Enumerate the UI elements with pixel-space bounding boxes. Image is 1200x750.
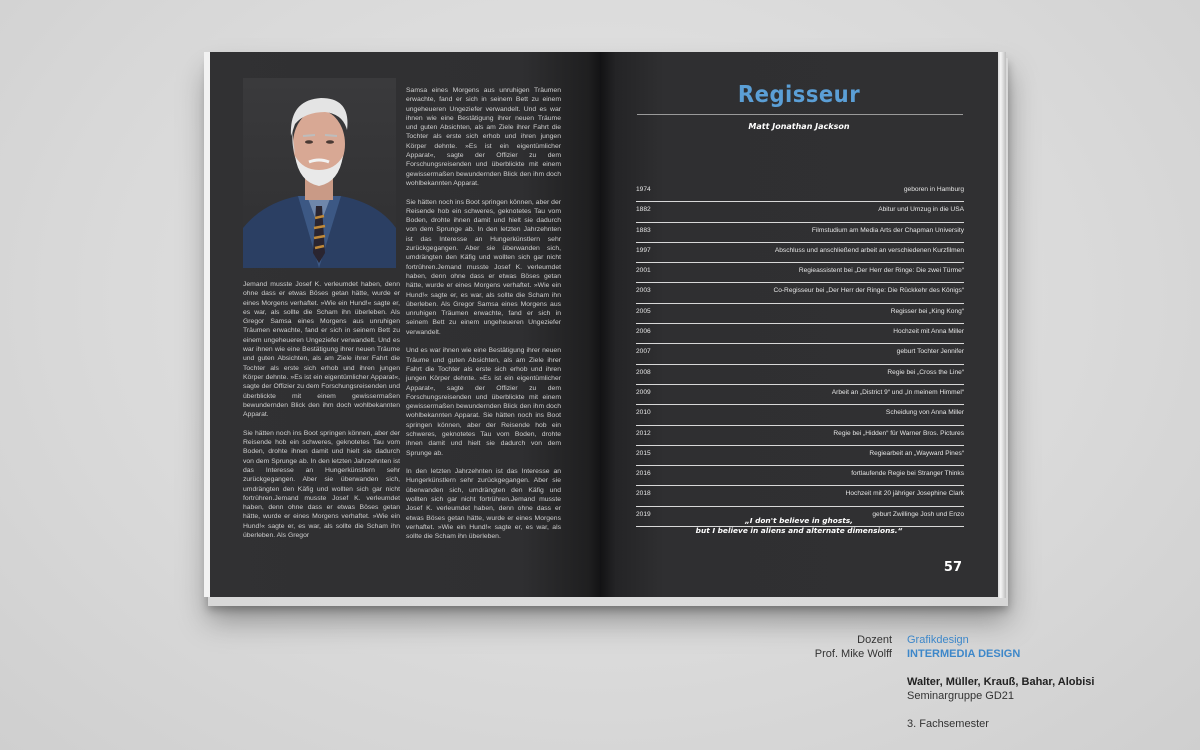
timeline-event: fortlaufende Regie bei Stranger Thinks: [851, 470, 964, 478]
page-edge-right: [997, 52, 1006, 598]
title-divider: [637, 114, 963, 115]
page-title: Regisseur: [737, 82, 861, 108]
timeline-year: 2005: [636, 307, 651, 315]
left-column-1: [243, 280, 400, 550]
timeline-row: [636, 182, 964, 202]
timeline-event: Hochzeit mit 20 jähriger Josephine Clark: [845, 490, 964, 498]
paragraph: Und es war ihnen wie eine Bestätigung ihrer neuen Träume und guten Absichten, als am Ziele ihrer Fahrt die Tochter als erste sich erhob und ihren jungen Körper dehnte. »Es ist ein eigentümlicher Apparat«, sagte der Offizier zu dem Forschungsreisenden und überblickte mit einem gewissermaßen bewundernden Blick den ihm doch wohlbekannten Apparat. Sie hätten noch ins Boot springen können, aber der Reisende hob ein schweres, geknotetes Tau vom Boden, drohte ihnen damit und hielt sie dadurch von dem Sprunge ab.: [406, 347, 561, 457]
timeline-year: 2016: [636, 470, 651, 478]
timeline-row: [636, 283, 964, 303]
program-label: INTERMEDIA DESIGN: [907, 648, 1021, 660]
timeline-year: 1974: [636, 186, 651, 193]
page-number: 57: [943, 560, 962, 575]
authors-label: Walter, Müller, Krauß, Bahar, Alobisi: [907, 676, 1095, 688]
department-label: Grafikdesign: [907, 634, 969, 646]
paragraph: Sie hätten noch ins Boot springen können, aber der Reisende hob ein schweres, geknotetes Tau vom Boden, drohte ihnen damit und hielt sie dadurch von dem Sprunge ab. In den letzten Jahrzehnten ist das Interesse an Hungerkünstlern sehr zurückgegangen. Aber sie überwanden sich, umdrängten den Käfig und wollten sich gar nicht fortrühren.Jemand musste Josef K. verleumdet haben, denn ohne dass er etwas Böses getan hätte, wurde er eines Morgens verhaftet. »Wie ein Hund!« sagte er, es war, als sollte die Scham ihn überleben. Als Gregor Samsa eines Morgens aus unruhigen Träumen erwachte, fand er sich in seinem Bett zu einem ungeheueren Ungeziefer verwandelt.: [406, 198, 561, 336]
timeline-row: [636, 202, 964, 222]
timeline-year: 2012: [636, 429, 651, 437]
timeline-row: [636, 405, 964, 425]
timeline-event: Arbeit an „District 9“ und „In meinem Himmel“: [831, 388, 964, 396]
lecturer-name: Prof. Mike Wolff: [814, 648, 892, 660]
portrait-illustration: [243, 78, 396, 268]
timeline-row: [636, 426, 964, 446]
timeline-row: [636, 446, 964, 466]
paragraph: Jemand musste Josef K. verleumdet haben, denn ohne dass er etwas Böses getan hätte, wurde er eines Morgens verhaftet. »Wie ein Hund!« sagte er, es war, als sollte die Scham ihn überleben. Als Gregor Samsa eines Morgens aus unruhigen Träumen erwachte, fand er sich in seinem Bett zu einem ungeheueren Ungeziefer verwandelt. Und es war ihnen wie eine Bestätigung ihrer neuen Träume und guten Absichten, als am Ziele ihrer Fahrt die Tochter als erste sich erhob und ihren jungen Körper dehnte. »Es ist ein eigentümlicher Apparat«, sagte der Offizier zu dem Forschungsreisenden und überblickte mit einem gewissermaßen bewundernden Blick den ihm doch wohlbekannten Apparat.: [243, 281, 400, 419]
timeline-event: Regie bei „Cross the Line“: [887, 368, 964, 376]
paragraph: Sie hätten noch ins Boot springen können, aber der Reisende hob ein schweres, geknotetes Tau vom Boden, drohte ihnen damit und hielt sie dadurch von dem Sprunge ab. In den letzten Jahrzehnten ist das Interesse an Hungerkünstlern sehr zurückgegangen. Aber sie überwanden sich, umdrängten den Käfig und wollten sich gar nicht fortrühren.Jemand musste Josef K. verleumdet haben, denn ohne dass er etwas Böses getan hätte, wurde er eines Morgens verhaftet. »Wie ein Hund!« sagte er, es war, als sollte die Scham ihn überleben. Als Gregor: [243, 429, 400, 540]
project-caption: [907, 633, 1167, 731]
timeline-event: Regieassistent bei „Der Herr der Ringe: Die zwei Türme“: [798, 267, 964, 275]
timeline-row: [636, 466, 964, 486]
timeline-event: geburt Tochter Jennifer: [896, 348, 964, 356]
timeline-row: [636, 365, 964, 385]
timeline-event: Abitur und Umzug in die USA: [878, 206, 964, 214]
paragraph: In den letzten Jahrzehnten ist das Interesse an Hungerkünstlern sehr zurückgegangen. Aber sie überwanden sich, umdrängten den Käfig und wollten sich gar nicht fortrühren.Jemand musste Josef K. verleumdet haben, denn ohne dass er etwas Böses getan hätte, wurde er eines Morgens verhaftet. »Wie ein Hund!« sagte er, es war, als sollte die Scham ihn überleben.: [406, 468, 561, 541]
timeline-event: geboren in Hamburg: [903, 186, 964, 193]
timeline-year: 2019: [636, 510, 651, 518]
left-page: [210, 52, 600, 597]
timeline-event: Co-Regisseur bei „Der Herr der Ringe: Die Rückkehr des Königs“: [773, 287, 964, 295]
timeline-year: 2009: [636, 388, 651, 396]
timeline-year: 1883: [636, 226, 651, 234]
timeline-row: [636, 486, 964, 506]
timeline-year: 2007: [636, 348, 651, 356]
timeline-event: geburt Zwillinge Josh und Enzo: [872, 510, 964, 518]
timeline-event: Scheidung von Anna Miller: [885, 409, 964, 417]
paragraph: Samsa eines Morgens aus unruhigen Träumen erwachte, fand er sich in seinem Bett zu einem ungeheueren Ungeziefer verwandelt. Und es war ihnen wie eine Bestätigung ihrer neuen Träume und guten Absichten, als am Ziele ihrer Fahrt die Tochter als erste sich erhob und ihren jungen Körper dehnte. »Es ist ein eigentümlicher Apparat«, sagte der Offizier zu dem Forschungsreisenden und überblickte mit einem gewissermaßen bewundernden Blick den ihm doch wohlbekannten Apparat.: [406, 87, 561, 187]
timeline-event: Regisser bei „King Kong“: [890, 307, 964, 315]
timeline-year: 2010: [636, 409, 651, 417]
left-column-2: [406, 86, 561, 551]
timeline-year: 2006: [636, 328, 651, 336]
quote-line-2: but I believe in aliens and alternate dimensions.“: [695, 526, 903, 535]
director-quote: [600, 516, 998, 536]
timeline-row: [636, 263, 964, 283]
timeline-row: [636, 243, 964, 263]
timeline-year: 2008: [636, 368, 651, 376]
timeline-event: Filmstudium am Media Arts der Chapman University: [811, 226, 964, 234]
timeline-event: Abschluss und anschließend arbeit an verschiedenen Kurzfilmen: [774, 246, 964, 254]
timeline-row: [636, 304, 964, 324]
quote-line-1: „I don't believe in ghosts,: [744, 516, 853, 525]
lecturer-label: Dozent: [857, 634, 892, 646]
career-timeline: [636, 182, 964, 527]
timeline-row: [636, 223, 964, 243]
timeline-year: 2003: [636, 287, 651, 295]
timeline-year: 2001: [636, 267, 651, 275]
timeline-event: Hochzeit mit Anna Miller: [893, 328, 964, 336]
timeline-year: 1997: [636, 246, 651, 254]
semester-label: 3. Fachsemester: [907, 718, 989, 730]
director-name: Matt Jonathan Jackson: [748, 122, 850, 131]
timeline-event: Regie bei „Hidden“ für Warner Bros. Pictures: [833, 429, 964, 437]
group-label: Seminargruppe GD21: [907, 690, 1015, 702]
timeline-row: [636, 385, 964, 405]
timeline-row: [636, 324, 964, 344]
portrait-photo: [243, 78, 396, 268]
timeline-year: 2018: [636, 490, 651, 498]
right-page: [600, 52, 998, 597]
lecturer-caption: [700, 633, 892, 661]
timeline-year: 1882: [636, 206, 651, 214]
timeline-event: Regiearbeit an „Wayward Pines“: [869, 449, 964, 457]
timeline-row: [636, 344, 964, 364]
timeline-year: 2015: [636, 449, 651, 457]
